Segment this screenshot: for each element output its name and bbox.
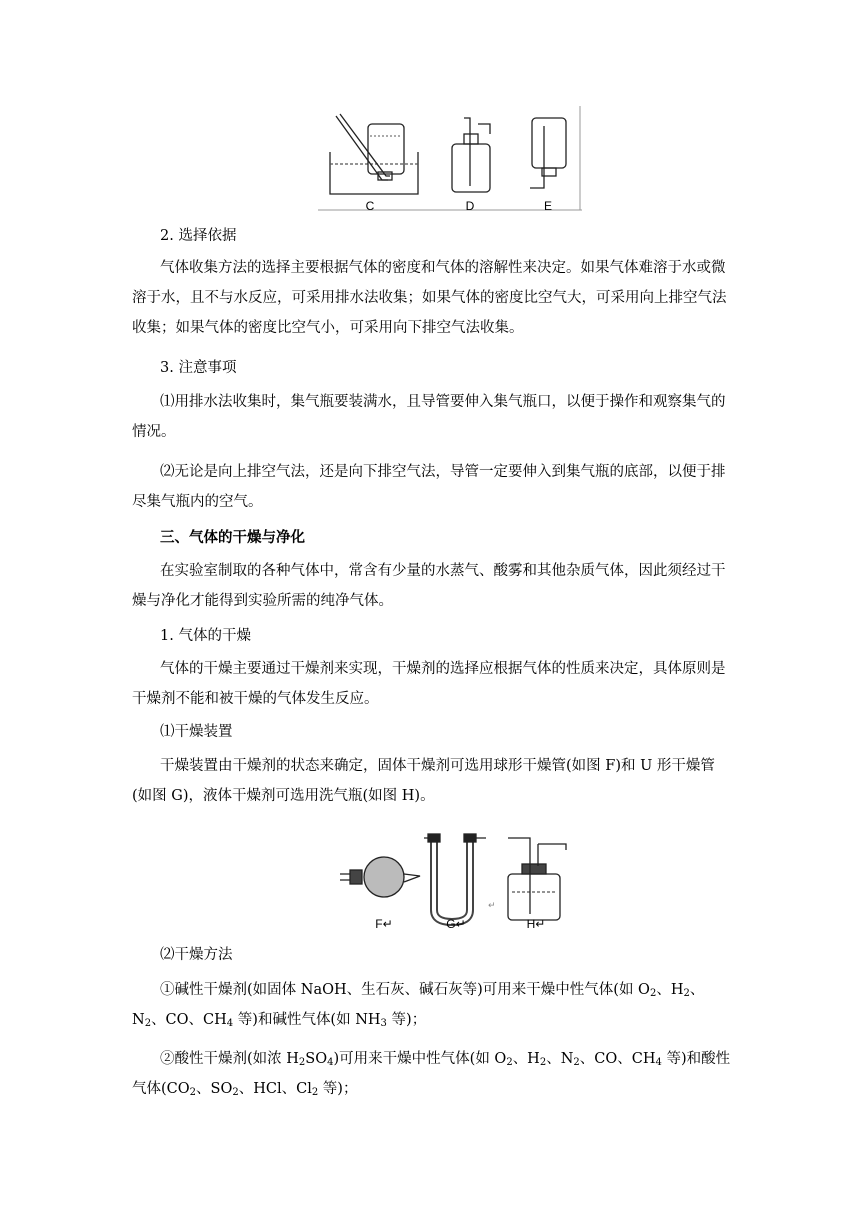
apparatus-d-bottle-icon	[452, 118, 490, 192]
method-heading: ⑵干燥方法	[160, 947, 233, 963]
figure-drying-apparatus-fgh	[336, 830, 572, 930]
part-3-heading: 三、气体的干燥与净化	[160, 529, 305, 546]
section-2-heading: 2. 选择依据	[160, 228, 237, 244]
u-tube-g-icon	[424, 834, 486, 922]
label-f: F↵	[375, 917, 393, 930]
method-1: ①碱性干燥剂(如固体 NaOH、生石灰、碱石灰等)可用来干燥中性气体(如 $O_2$、$H_2$、$N_2$、CO、$CH_4$ 等)和碱性气体(如 $NH_3$ 等)；	[132, 982, 705, 1029]
drying-tube-f-icon	[340, 857, 420, 897]
stray-mark: ↵	[488, 900, 496, 910]
note-1: ⑴用排水法收集时，集气瓶要装满水，且导管要伸入集气瓶口，以便于操作和观察集气的情况。	[132, 394, 726, 440]
device-paragraph: 干燥装置由干燥剂的状态来确定，固体干燥剂可选用球形干燥管(如图 F)和 U 形干燥管(如图 G)，液体干燥剂可选用洗气瓶(如图 H)。	[132, 758, 715, 804]
figure-collection-apparatus-cde	[318, 106, 582, 214]
label-h: H↵	[526, 917, 546, 930]
part-3-paragraph: 在实验室制取的各种气体中，常含有少量的水蒸气、酸雾和其他杂质气体，因此须经过干燥与净化才能得到实验所需的纯净气体。	[132, 563, 726, 609]
section-3-heading: 3. 注意事项	[160, 360, 237, 376]
drying-paragraph: 气体的干燥主要通过干燥剂来实现，干燥剂的选择应根据气体的性质来决定，具体原则是干燥剂不能和被干燥的气体发生反应。	[132, 661, 726, 707]
method-2: ②酸性干燥剂(如浓 $H_2SO_4$)可用来干燥中性气体(如 $O_2$、$H_2$、$N_2$、CO、$CH_4$ 等)和酸性气体($CO_2$、$SO_2$、HCl、$Cl_2$ 等)；	[132, 1051, 731, 1098]
drying-heading: 1. 气体的干燥	[160, 628, 251, 644]
label-e: E	[543, 199, 553, 213]
apparatus-e-bottle-icon	[530, 118, 566, 188]
note-2: ⑵无论是向上排空气法，还是向下排空气法，导管一定要伸入到集气瓶的底部，以便于排尽集气瓶内的空气。	[132, 464, 726, 510]
label-c: C	[365, 199, 375, 213]
label-g: G↵	[446, 917, 466, 930]
section-2-paragraph: 气体收集方法的选择主要根据气体的密度和气体的溶解性来决定。如果气体难溶于水或微溶于水，且不与水反应，可采用排水法收集；如果气体的密度比空气大，可采用向上排空气法收集；如果气体的密度比空气小，可采用向下排空气法收集。	[132, 260, 727, 336]
label-d: D	[465, 199, 475, 213]
apparatus-c-water-trough-icon	[330, 114, 418, 194]
device-heading: ⑴干燥装置	[160, 724, 233, 740]
gas-washing-bottle-h-icon	[508, 838, 566, 920]
